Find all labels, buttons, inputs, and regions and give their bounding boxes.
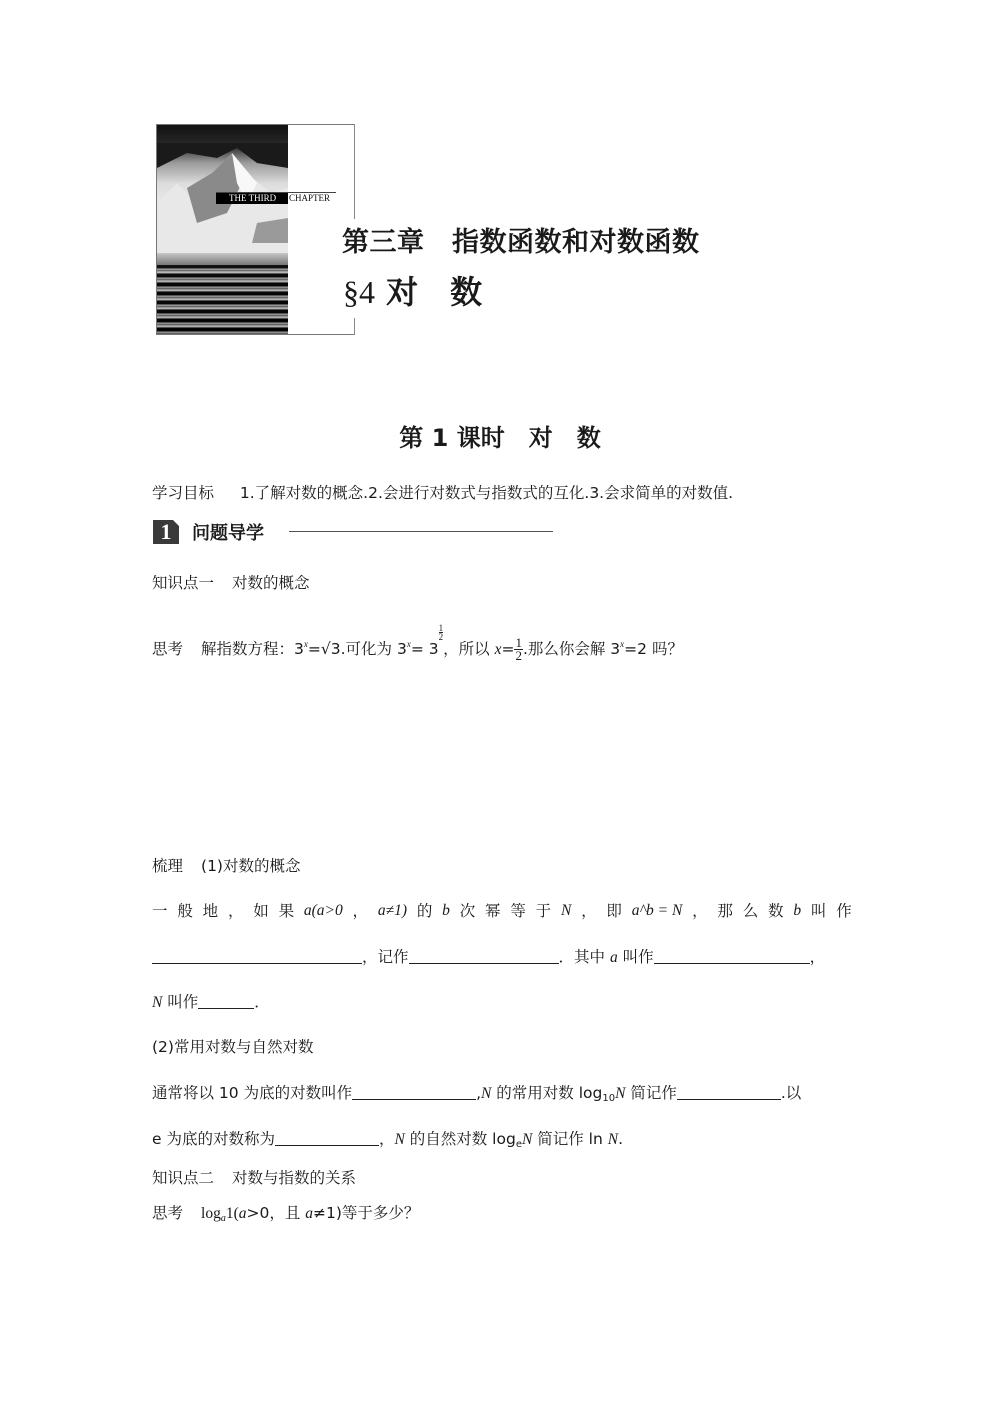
- learning-goals: [152, 483, 733, 503]
- think1-text: =√3.可化为 3: [307, 640, 407, 658]
- think1-label: 思考: [152, 640, 184, 658]
- think1-text: =2 吗？: [624, 640, 683, 658]
- chapter-caption-tail: CHAPTER: [289, 193, 331, 203]
- text: ,: [476, 1084, 482, 1102]
- think1-text: ，所以: [443, 640, 495, 658]
- think1-text: 解指数方程：3: [201, 640, 304, 658]
- kp1-title: 对数的概念: [232, 574, 310, 592]
- chapter-title: 第三章 指数函数和对数函数: [342, 227, 700, 258]
- blank-log-name[interactable]: [152, 947, 362, 964]
- knowledge-point-1: [152, 573, 310, 593]
- goals-label: 学习目标: [152, 484, 215, 502]
- word: ，: [581, 902, 597, 920]
- word: 一: [152, 902, 168, 920]
- frac-den: 2: [438, 632, 444, 642]
- word: 那: [717, 902, 733, 920]
- var-a: a: [238, 1205, 247, 1222]
- var-N: N: [615, 1085, 626, 1102]
- knowledge-point-2: [152, 1168, 356, 1188]
- kp2-title: 对数与指数的关系: [232, 1169, 357, 1187]
- text: 简记作: [625, 1084, 677, 1102]
- water-reflection: [157, 265, 288, 334]
- text: .以: [780, 1084, 802, 1102]
- sort-label: 梳理: [152, 857, 184, 875]
- frac-den: 2: [515, 648, 522, 663]
- word: 次: [459, 902, 476, 920]
- header-frame-right-lower: [354, 318, 355, 335]
- section-number-badge: 1: [153, 520, 179, 544]
- word: 幂: [485, 902, 501, 920]
- definition-line-b: [152, 947, 852, 968]
- header-frame-bottom: [156, 334, 355, 335]
- subscript-e: e: [515, 1139, 522, 1150]
- section-badge-notch: [173, 520, 179, 526]
- text: 的常用对数 log: [491, 1084, 603, 1102]
- iceberg-photo: [157, 125, 288, 334]
- think1-text: = 3: [410, 640, 439, 658]
- text: ，: [378, 1130, 395, 1148]
- section-symbol: §4: [343, 274, 375, 310]
- think1-text: =: [501, 640, 515, 658]
- subscript-10: 10: [602, 1093, 616, 1104]
- var-b: b: [793, 902, 802, 919]
- text: ．其中: [558, 948, 610, 966]
- section-title-text: 对 数: [386, 273, 483, 311]
- word: 的: [416, 902, 433, 920]
- blank-lg-notation[interactable]: [677, 1083, 781, 1100]
- var-b: b: [442, 902, 450, 919]
- word: 叫: [810, 902, 827, 920]
- word: ，: [227, 902, 244, 920]
- var-a: a: [609, 949, 618, 966]
- definition-line-c: [152, 992, 270, 1013]
- text: ，: [809, 948, 826, 966]
- word: 等: [510, 902, 526, 920]
- kp1-label: 知识点一: [152, 574, 215, 592]
- var-x: x: [494, 641, 502, 658]
- math-ab-eq-N: a^b = N: [631, 902, 683, 919]
- word: 作: [836, 902, 852, 920]
- word: 数: [768, 902, 784, 920]
- section-heading-rule: [289, 531, 553, 532]
- kp2-label: 知识点二: [152, 1169, 215, 1187]
- math-a-neq-1: a≠1): [377, 902, 408, 919]
- blank-argument-name[interactable]: [198, 992, 254, 1009]
- frac-num: 1: [515, 635, 522, 650]
- text: 通常将以 10 为底的对数叫作: [152, 1084, 353, 1102]
- word: 果: [278, 902, 295, 920]
- section-title: [343, 267, 482, 313]
- sort-heading-1: [152, 856, 300, 876]
- var-N: N: [481, 1085, 492, 1102]
- definition-line-a: [152, 901, 852, 921]
- frac-num: 1: [438, 623, 444, 633]
- word: 般: [177, 902, 193, 920]
- goals-text: 1.了解对数的概念.2.会进行对数式与指数式的互化.3.会求简单的对数值.: [239, 484, 734, 502]
- text: ≠1)等于多少？: [313, 1204, 420, 1222]
- chapter-caption-band-text: THE THIRD: [229, 193, 277, 203]
- word: 地: [202, 902, 219, 920]
- common-log-line: [152, 1083, 852, 1109]
- word: 于: [535, 902, 552, 920]
- text: 简记作 ln: [532, 1130, 608, 1148]
- text: 叫作: [617, 948, 654, 966]
- header-frame-right: [354, 124, 355, 219]
- blank-common-log[interactable]: [352, 1083, 476, 1100]
- blank-natural-log[interactable]: [275, 1129, 379, 1146]
- think-question-1: [152, 624, 683, 662]
- text: >0，且: [246, 1204, 306, 1222]
- sort-heading-2: (2)常用对数与自然对数: [152, 1038, 314, 1056]
- word: ，: [692, 902, 708, 920]
- var-N: N: [394, 1131, 405, 1148]
- text: ，记作: [362, 948, 409, 966]
- text: 1(: [225, 1205, 239, 1222]
- var-N: N: [152, 994, 163, 1011]
- subscript-a: a: [220, 1213, 226, 1224]
- var-N: N: [607, 1131, 619, 1148]
- think1-text: .那么你会解 3: [522, 640, 621, 658]
- text: ．: [254, 993, 270, 1011]
- word: ，: [352, 902, 369, 920]
- half-exponent: [439, 624, 444, 641]
- word: 么: [742, 902, 759, 920]
- math-a-condition: a(a>0: [303, 902, 343, 919]
- exponent-x: x: [406, 639, 411, 649]
- section-heading: 问题导学: [192, 523, 264, 544]
- word: 如: [253, 902, 269, 920]
- exponent-x: x: [620, 639, 625, 649]
- var-N: N: [560, 902, 572, 919]
- text: .: [618, 1130, 624, 1148]
- text: 叫作: [162, 993, 199, 1011]
- blank-notation[interactable]: [409, 947, 559, 964]
- sort-part1-title: (1)对数的概念: [201, 857, 301, 875]
- natural-log-line: [152, 1129, 623, 1155]
- think-question-2: [152, 1203, 419, 1229]
- word: 即: [606, 902, 622, 920]
- half-fraction: [514, 637, 523, 662]
- lesson-title: 第 1 课时 对 数: [399, 424, 601, 452]
- text: e 为底的对数称为: [152, 1130, 275, 1148]
- exponent-x: x: [303, 639, 308, 649]
- var-a: a: [305, 1205, 314, 1222]
- text: 的自然对数 log: [404, 1130, 516, 1148]
- blank-base-name[interactable]: [654, 947, 810, 964]
- text: log: [201, 1205, 221, 1222]
- think2-label: 思考: [152, 1204, 184, 1222]
- var-N: N: [521, 1131, 533, 1148]
